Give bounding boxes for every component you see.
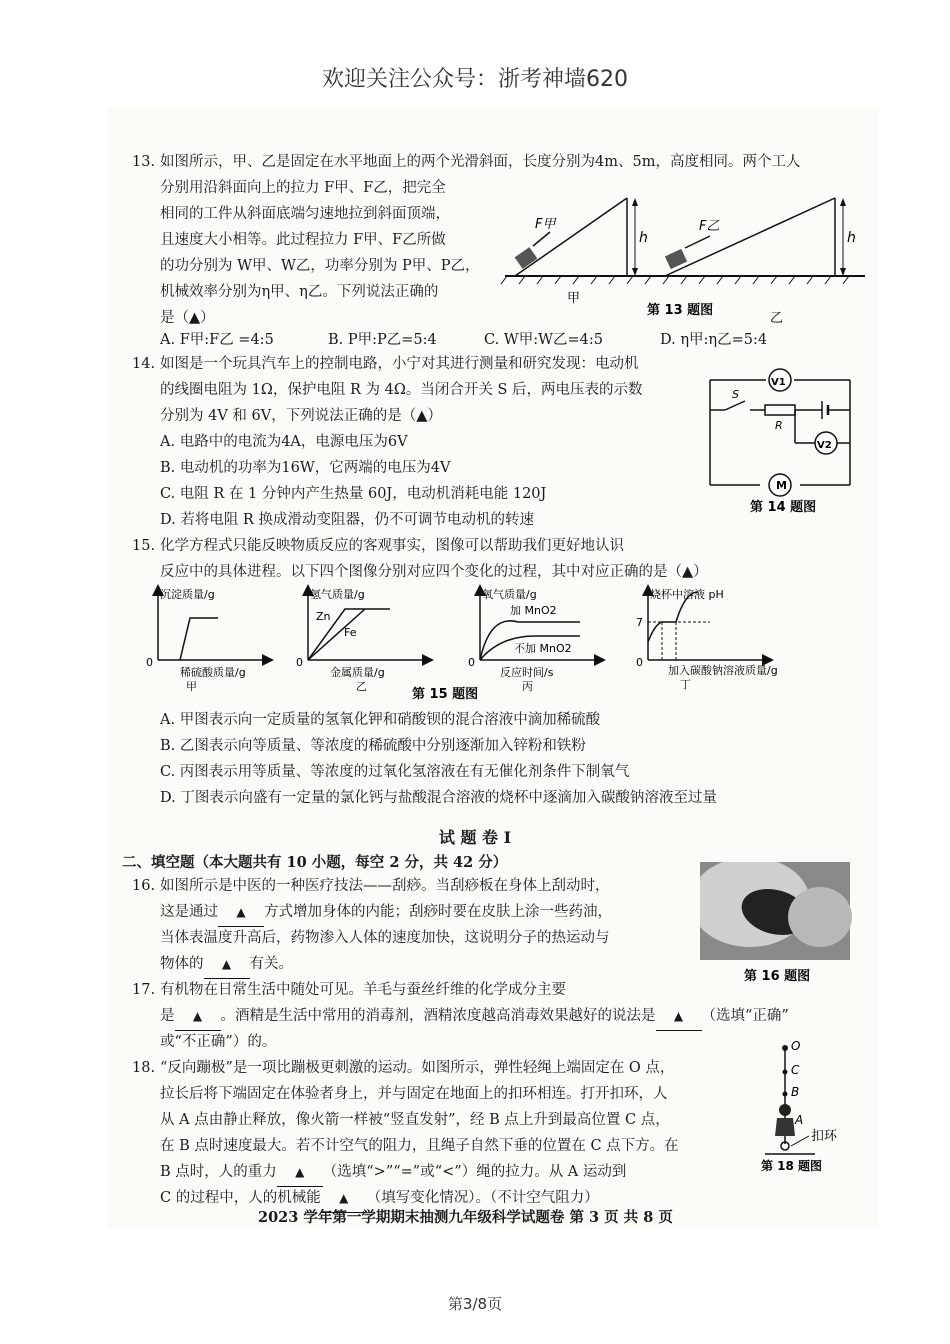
page-header-title: 欢迎关注公众号：浙考神墙620: [322, 67, 628, 92]
q17-line1: 有机物在日常生活中随处可见。羊毛与蚕丝纤维的化学成分主要: [160, 982, 566, 998]
q17-line2-b: 。酒精是生活中常用的消毒剂，酒精浓度越高消毒效果越好的说法是: [220, 1008, 656, 1024]
q13-figure: [495, 188, 875, 326]
q15-line1: 化学方程式只能反映物质反应的客观事实，图像可以帮助我们更好地认识: [160, 538, 624, 554]
q18-line6-a: C 的过程中，人的机械能: [160, 1190, 321, 1206]
q13-line7: 是（▲）: [160, 310, 215, 326]
q15-option-d: D. 丁图表示向盛有一定量的氯化钙与盐酸混合溶液的烧杯中逐滴加入碳酸钠溶液至过量: [160, 790, 717, 806]
g2-zn: Zn: [316, 610, 331, 623]
q16-line4-b: 有关。: [249, 956, 293, 972]
g1-xlabel: 稀硫酸质量/g: [180, 666, 246, 679]
label-m: M: [776, 479, 787, 492]
q14-option-a: A. 电路中的电流为4A，电源电压为6V: [160, 434, 408, 450]
q13-line5: 的功分别为 W甲、W乙，功率分别为 P甲、P乙，: [160, 258, 480, 274]
q14-option-d: D. 若将电阻 R 换成滑动变阻器，仍不可调节电动机的转速: [160, 512, 534, 528]
label-jia: 甲: [567, 291, 581, 306]
q18-line4: 在 B 点时速度最大。若不计空气的阻力，且绳子自然下垂的位置在 C 点下方。在: [160, 1138, 679, 1154]
label-f-yi: F乙: [699, 219, 720, 234]
g2-origin: 0: [296, 656, 303, 669]
q18-caption: 第 18 题图: [761, 1159, 823, 1173]
q16-line4: [160, 952, 293, 979]
q15-graphs: [140, 584, 800, 710]
q18-line6-b: （填写变化情况）。（不计空气阻力）: [366, 1190, 599, 1206]
label-yi: 乙: [770, 311, 784, 326]
q13-option-a: A. F甲:F乙 =4:5: [160, 332, 274, 348]
g4-origin: 0: [636, 656, 643, 669]
g3-with-mno2: 加 MnO2: [510, 604, 557, 617]
slope-yi: [665, 198, 835, 276]
graph-bing: [468, 587, 600, 693]
q17-line2: [160, 1004, 789, 1031]
g3-origin: 0: [468, 656, 475, 669]
g3-without-mno2: 不加 MnO2: [514, 642, 572, 655]
label-b: B: [791, 1085, 800, 1099]
q18-line5-a: B 点时，人的重力: [160, 1164, 277, 1180]
label-v1: V1: [771, 377, 786, 388]
q13-line1: 如图所示，甲、乙是固定在水平地面上的两个光滑斜面，长度分别为4m、5m，高度相同。两个工人: [160, 154, 801, 170]
q18-line5: [160, 1160, 626, 1187]
q17-number: 17.: [132, 982, 156, 998]
g3-ylabel: 氧气质量/g: [482, 588, 537, 601]
g2-name: 乙: [356, 680, 367, 693]
graph-yi: [296, 587, 428, 693]
q14-option-c: C. 电阻 R 在 1 分钟内产生热量 60J，电动机消耗电能 120J: [160, 486, 547, 502]
g2-fe: Fe: [344, 626, 357, 639]
label-ring: 扣环: [811, 1129, 838, 1144]
g4-xlabel: 加入碳酸钠溶液质量/g: [668, 664, 778, 677]
q15-option-b: B. 乙图表示向等质量、等浓度的稀硫酸中分别逐渐加入锌粉和铁粉: [160, 738, 586, 754]
switch-s: [725, 401, 745, 410]
q15-line2: 反应中的具体进程。以下四个图像分别对应四个变化的过程，其中对应正确的是（▲）: [160, 564, 708, 580]
q16-line2-b: 方式增加身体的内能；刮痧时要在皮肤上涂一些药油，: [264, 904, 612, 920]
g4-name: 丁: [680, 678, 691, 691]
q13-option-b: B. P甲:P乙=5:4: [328, 332, 437, 348]
q17-blank2[interactable]: ▲: [656, 1004, 702, 1031]
q16-line2-a: 这是通过: [160, 904, 218, 920]
label-f-jia: F甲: [535, 217, 556, 232]
graph-ding: [636, 587, 778, 691]
g4-ylabel: 烧杯中溶液 pH: [650, 588, 724, 601]
q13-option-d: D. η甲:η乙=5:4: [660, 332, 768, 348]
q17-line3: 或“不正确”）的。: [160, 1034, 277, 1050]
q14-caption: 第 14 题图: [750, 500, 817, 515]
label-h1: h: [639, 230, 648, 246]
label-o: O: [791, 1039, 801, 1053]
q13-line4: 且速度大小相等。此过程拉力 F甲、F乙所做: [160, 232, 446, 248]
q18-number: 18.: [132, 1060, 156, 1076]
jumper-head: [779, 1104, 791, 1116]
q18-figure: [755, 1036, 865, 1176]
q18-line2: 拉长后将下端固定在体验者身上，并与固定在地面上的扣环相连。打开扣环，人: [160, 1086, 668, 1102]
q13-line2: 分别用沿斜面向上的拉力 F甲、F乙，把完全: [160, 180, 446, 196]
q18-line1: “反向蹦极”是一项比蹦极更刺激的运动。如图所示，弹性轻绳上端固定在 O 点，: [160, 1060, 675, 1076]
q14-option-b: B. 电动机的功率为16W，它两端的电压为4V: [160, 460, 451, 476]
label-a: A: [795, 1113, 804, 1127]
g1-name: 甲: [186, 680, 197, 693]
q14-number: 14.: [132, 356, 156, 372]
q16-blank1[interactable]: ▲: [218, 900, 264, 927]
g2-ylabel: 氢气质量/g: [310, 588, 365, 601]
block-jia: [515, 247, 538, 269]
resistor-r: [765, 405, 795, 415]
label-c: C: [791, 1063, 800, 1077]
q16-line1: 如图所示是中医的一种医疗技法——刮痧。当刮痧板在身体上刮动时，: [160, 878, 610, 894]
slope-jia: [515, 198, 627, 276]
q14-line1: 如图是一个玩具汽车上的控制电路，小宁对其进行测量和研究发现：电动机: [160, 356, 639, 372]
q13-caption: 第 13 题图: [647, 303, 714, 318]
label-s: S: [732, 388, 739, 401]
q18-blank1[interactable]: ▲: [277, 1160, 323, 1187]
q17-line2-a: 是: [160, 1008, 175, 1024]
q18-line3: 从 A 点由静止释放，像火箭一样被“竖直发射”，经 B 点上升到最高位置 C 点，: [160, 1112, 670, 1128]
q14-line3: 分别为 4V 和 6V，下列说法正确的是（▲）: [160, 408, 442, 424]
q16-line4-a: 物体的: [160, 956, 204, 972]
q17-blank1[interactable]: ▲: [175, 1004, 221, 1031]
q15-number: 15.: [132, 538, 156, 554]
q18-blank2[interactable]: ▲: [321, 1186, 367, 1213]
label-r: R: [775, 419, 783, 432]
q15-caption: 第 15 题图: [412, 687, 479, 702]
q15-option-a: A. 甲图表示向一定质量的氢氧化钾和硝酸钡的混合溶液中滴加稀硫酸: [160, 712, 601, 728]
q13-line6: 机械效率分别为η甲、η乙。下列说法正确的: [160, 284, 439, 300]
q15-option-c: C. 丙图表示用等质量、等浓度的过氧化氢溶液在有无催化剂条件下制氧气: [160, 764, 630, 780]
block-yi: [665, 249, 687, 269]
g3-name: 丙: [522, 680, 533, 693]
jumper-body: [775, 1118, 795, 1136]
section-subtitle: 二、填空题（本大题共有 10 小题，每空 2 分，共 42 分）: [122, 854, 508, 871]
q14-circuit: [700, 365, 870, 515]
section-title: 试 题 卷 Ⅰ: [438, 828, 512, 847]
g3-xlabel: 反应时间/s: [500, 666, 554, 679]
graph-jia: [146, 587, 268, 693]
q13-line3: 相同的工件从斜面底端匀速地拉到斜面顶端，: [160, 206, 450, 222]
q17-line2-c: （选填“正确”: [701, 1008, 789, 1024]
g1-ylabel: 沉淀质量/g: [160, 588, 215, 601]
exam-footer: 2023 学年第一学期期末抽测九年级科学试题卷 第 3 页 共 8 页: [258, 1209, 673, 1226]
g2-xlabel: 金属质量/g: [330, 666, 385, 679]
q16-line2: [160, 900, 612, 927]
label-v2: V2: [817, 440, 832, 451]
q16-photo: [700, 862, 870, 992]
q14-line2: 的线圈电阻为 1Ω，保护电阻 R 为 4Ω。当闭合开关 S 后，两电压表的示数: [160, 382, 643, 398]
label-h2: h: [847, 230, 856, 246]
g1-origin: 0: [146, 656, 153, 669]
q13-number: 13.: [132, 154, 156, 170]
q16-blank2[interactable]: ▲: [204, 952, 250, 979]
q16-line3: 当体表温度升高后，药物渗入人体的速度加快，这说明分子的热运动与: [160, 930, 610, 946]
q16-caption: 第 16 题图: [744, 969, 811, 984]
page-indicator: 第3/8页: [447, 1295, 503, 1313]
g4-ph7: 7: [636, 616, 643, 629]
q13-option-c: C. W甲:W乙=4:5: [484, 332, 603, 348]
q16-number: 16.: [132, 878, 156, 894]
q18-line5-b: （选填“>”“=”或“<”）绳的拉力。从 A 运动到: [322, 1164, 627, 1180]
